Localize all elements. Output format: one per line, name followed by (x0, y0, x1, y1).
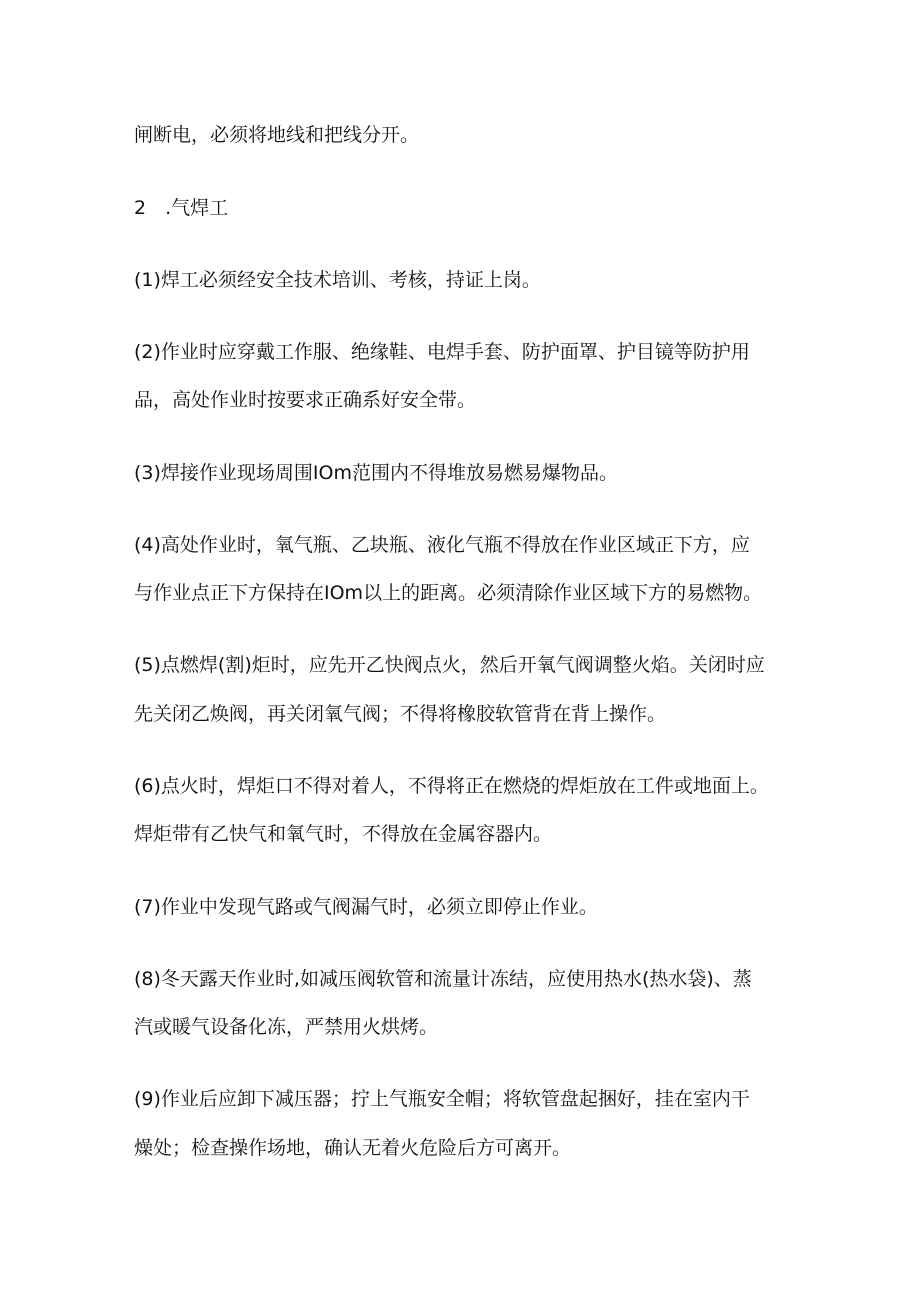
rule-item-8-line-1: (8)冬天露天作业时,如减压阀软管和流量计冻结，应使用热水(热水袋)、蒸 (134, 968, 752, 990)
rule-item-6-line-2: 焊炬带有乙快气和氧气时，不得放在金属容器内。 (134, 823, 553, 845)
rule-item-2-line-2: 品，高处作业时按要求正确系好安全带。 (134, 389, 477, 411)
text-line-continuation: 闸断电，必须将地线和把线分开。 (134, 124, 420, 146)
rule-item-9-line-1: (9)作业后应卸下减压器；拧上气瓶安全帽；将软管盘起捆好，挂在室内干 (134, 1088, 750, 1110)
rule-item-7: (7)作业中发现气路或气阀漏气时，必须立即停止作业。 (134, 896, 598, 918)
rule-item-3: (3)焊接作业现场周围IOm范围内不得堆放易燃易爆物品。 (134, 462, 618, 484)
rule-item-4-line-2: 与作业点正下方保持在IOm以上的距离。必须清除作业区域下方的易燃物。 (134, 582, 763, 604)
rule-item-6-line-1: (6)点火时，焊炬口不得对着人，不得将正在燃烧的焊炬放在工件或地面上。 (134, 775, 769, 797)
rule-item-8-line-2: 汽或暖气设备化冻，严禁用火烘烤。 (134, 1016, 439, 1038)
rule-item-5-line-2: 先关闭乙焕阀，再关闭氧气阀；不得将橡胶软管背在背上操作。 (134, 703, 667, 725)
rule-item-9-line-2: 燥处；检查操作场地，确认无着火危险后方可离开。 (134, 1137, 572, 1159)
section-heading: 2 .气焊工 (134, 197, 229, 219)
rule-item-2-line-1: (2)作业时应穿戴工作服、绝缘鞋、电焊手套、防护面罩、护目镜等防护用 (134, 341, 750, 363)
rule-item-1: (1)焊工必须经安全技术培训、考核，持证上岗。 (134, 269, 541, 291)
rule-item-5-line-1: (5)点燃焊(割)炬时，应先开乙快阀点火，然后开氧气阀调整火焰。关闭时应 (134, 654, 765, 676)
rule-item-4-line-1: (4)高处作业时，氧气瓶、乙块瓶、液化气瓶不得放在作业区域正下方，应 (134, 534, 750, 556)
